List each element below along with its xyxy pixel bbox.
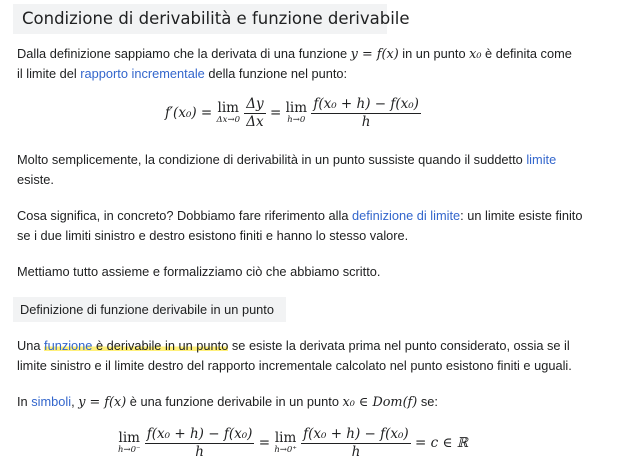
text: in un punto — [398, 46, 470, 61]
numerator: f(x₀ + h) − f(x₀) — [146, 426, 253, 442]
link-limite[interactable]: limite — [526, 152, 557, 167]
link-funzione[interactable]: funzione — [44, 338, 93, 353]
lim-subscript: h→0⁺ — [274, 444, 297, 455]
fraction — [145, 426, 255, 461]
numerator: f(x₀ + h) − f(x₀) — [313, 96, 419, 112]
paragraph-meaning-line2: se i due limiti sinistro e destro esistono finiti e hanno lo stesso valore. — [17, 228, 409, 243]
lim-subscript: Δx→0 — [216, 114, 240, 125]
text: è definita come — [481, 46, 572, 61]
limit-operator-right — [274, 429, 297, 456]
paragraph-condition-line2: esiste. — [17, 172, 54, 187]
text: , — [71, 394, 79, 409]
math-inline: y = f(x) — [78, 395, 127, 410]
paragraph-formalize: Mettiamo tutto assieme e formalizziamo ciò che abbiamo scritto. — [17, 264, 381, 279]
lim-subscript: h→0 — [287, 114, 306, 125]
limit-operator — [216, 99, 240, 126]
definition-title: Definizione di funzione derivabile in un punto — [13, 297, 286, 322]
paragraph-definition-line1 — [17, 336, 570, 356]
denominator: h — [351, 444, 361, 460]
paragraph-symbols — [17, 392, 438, 413]
denominator: h — [361, 114, 371, 130]
equals-sign: = — [258, 435, 271, 451]
text: Cosa significa, in concreto? Dobbiamo fare riferimento alla — [17, 208, 353, 223]
lim-word: lim — [118, 429, 140, 446]
formula-lhs: f′(x₀) = — [165, 105, 213, 121]
fraction — [244, 96, 265, 131]
lim-subscript: h→0⁻ — [118, 444, 141, 455]
text: il limite del — [17, 66, 81, 81]
formula-rhs: = c ∈ ℝ — [415, 435, 468, 451]
math-inline: y = f(x) — [350, 47, 399, 62]
numerator: f(x₀ + h) − f(x₀) — [303, 426, 409, 442]
text: se: — [417, 394, 438, 409]
text: Una — [17, 338, 45, 353]
lim-word: lim — [217, 99, 239, 116]
fraction — [311, 96, 421, 131]
formula-derivative-definition — [165, 96, 421, 131]
text: In — [17, 394, 32, 409]
equals-sign: = — [269, 105, 282, 121]
limit-operator — [285, 99, 308, 126]
text: se esiste la derivata prima nel punto considerato, ossia se il — [228, 338, 570, 353]
section-title: Condizione di derivabilità e funzione derivabile — [13, 4, 387, 34]
text: della funzione nel punto: — [204, 66, 348, 81]
link-simboli[interactable]: simboli — [31, 394, 72, 409]
numerator: Δy — [246, 96, 264, 112]
limit-operator-left — [118, 429, 141, 456]
lim-word: lim — [285, 99, 308, 116]
paragraph-definition-line2: limite sinistro e il limite destro del rapporto incrementale calcolato nel punto esistono finiti e uguali. — [17, 358, 572, 373]
denominator: h — [195, 444, 204, 460]
math-inline: x₀ ∈ Dom(f) — [342, 395, 418, 410]
highlighted-text: è derivabile in un punto — [92, 338, 229, 353]
text: : un limite esiste finito — [460, 208, 583, 223]
link-rapporto-incrementale[interactable]: rapporto incrementale — [80, 66, 205, 81]
link-definizione-di-limite[interactable]: definizione di limite — [352, 208, 461, 223]
formula-derivability-condition — [118, 426, 468, 461]
text: Dalla definizione sappiamo che la derivata di una funzione — [17, 46, 351, 61]
paragraph-condition-line1 — [17, 150, 556, 170]
paragraph-meaning-line1 — [17, 206, 582, 226]
text: Molto semplicemente, la condizione di derivabilità in un punto sussiste quando il suddetto — [17, 152, 527, 167]
lim-word: lim — [274, 429, 297, 446]
fraction — [301, 426, 411, 461]
paragraph-intro-line1 — [17, 44, 572, 65]
text: è una funzione derivabile in un punto — [126, 394, 343, 409]
math-inline: x₀ — [469, 47, 482, 62]
paragraph-intro-line2 — [17, 64, 347, 84]
denominator: Δx — [246, 114, 264, 130]
